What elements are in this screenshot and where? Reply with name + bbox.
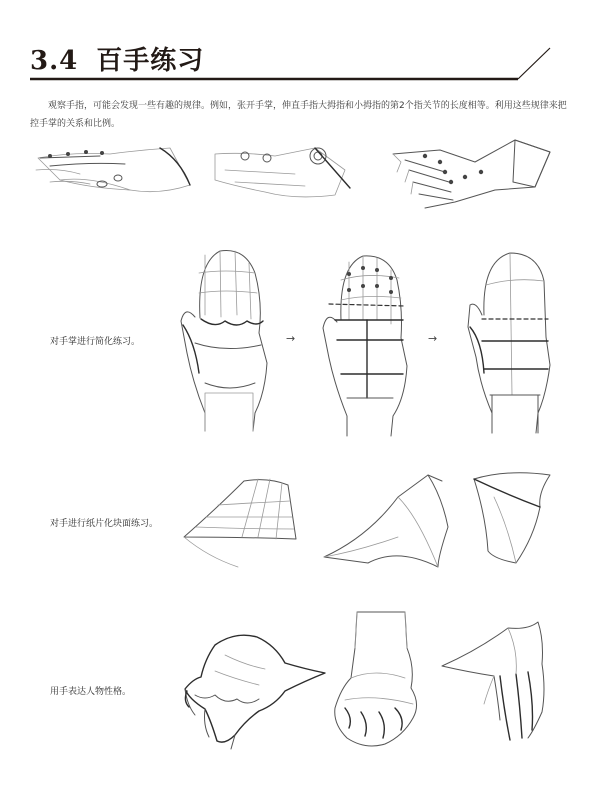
caption-planes: 对手进行纸片化块面练习。 (50, 519, 159, 529)
hand-sketch-proportions-2 (205, 140, 365, 210)
intro-paragraph (30, 97, 570, 133)
section-title: 百手练习 (96, 46, 205, 76)
hand-sketch-drooping (438, 620, 558, 750)
caption-character: 用手表达人物性格。 (50, 687, 132, 697)
hand-sketch-plane-cup (468, 467, 558, 572)
hand-sketch-palm-block (460, 245, 560, 435)
hand-sketch-plane-fan (178, 467, 303, 572)
section-number: 3.4 (30, 46, 79, 76)
hand-sketch-fist (325, 608, 425, 753)
heading-rule (30, 46, 560, 86)
caption-simplify: 对手掌进行简化练习。 (50, 337, 141, 347)
intro-text: 观察手指，可能会发现一些有趣的规律。例如，张开手掌，伸直手指大拇指和小拇指的第2个指关节的长度相等。利用这些规律来把控手掌的关系和比例。 (30, 101, 567, 129)
arrow-1: → (286, 332, 296, 345)
hand-sketch-proportions-3 (385, 132, 560, 212)
hand-sketch-plane-fold (318, 467, 458, 572)
hand-sketch-palm-detailed (175, 243, 275, 433)
arrow-2: → (428, 332, 438, 345)
hand-sketch-palm-grid (315, 248, 415, 438)
hand-sketch-proportions-1 (30, 140, 200, 210)
hand-sketch-claw (175, 625, 330, 750)
